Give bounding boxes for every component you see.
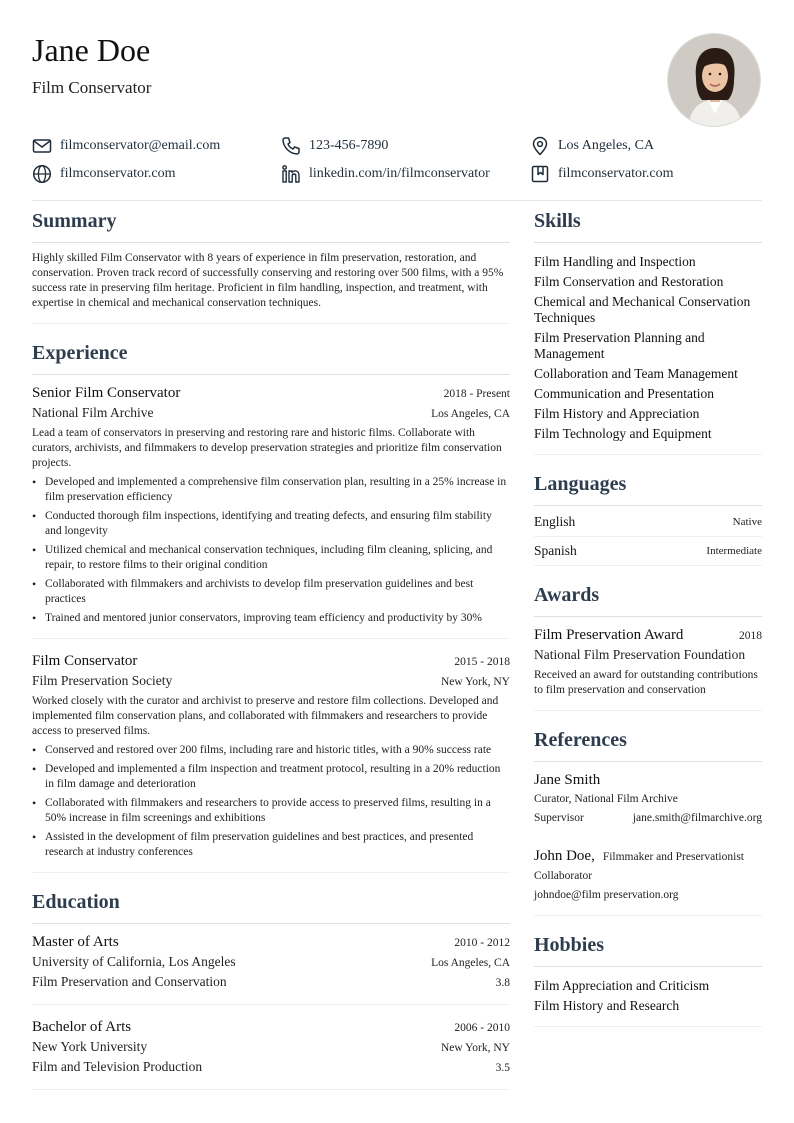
hobby-item: Film History and Research xyxy=(534,998,680,1013)
skill-item: Film Preservation Planning and Management xyxy=(534,330,705,361)
hobbies-heading: Hobbies xyxy=(534,932,762,967)
education-entry xyxy=(32,924,510,1005)
achievement-item: • Conducted thorough film inspections, identifying and treating defects, and ensuring film stability and longevity xyxy=(32,509,510,539)
skills-list xyxy=(534,243,762,455)
contact-location xyxy=(530,136,762,156)
globe-icon xyxy=(32,164,52,184)
languages-section xyxy=(534,471,762,566)
skill-item: Collaboration and Team Management xyxy=(534,366,738,381)
education-heading: Education xyxy=(32,889,510,924)
job-description: Worked closely with the curator and archivist to preserve and restore film collections. Developed and implemented film conservation plans, and collaborated with filmmakers and researchers to provide access to preserved films. xyxy=(32,695,499,737)
reference-position: Filmmaker and Preservationist xyxy=(602,851,744,863)
contact-email[interactable] xyxy=(32,136,281,156)
avatar xyxy=(668,34,761,127)
contact-linkedin[interactable] xyxy=(281,164,530,184)
award-year: 2018 xyxy=(739,630,762,642)
reference-relation: Collaborator xyxy=(534,870,593,882)
bookmark-icon xyxy=(530,164,550,184)
job-employer: Film Preservation Society xyxy=(32,673,173,688)
reference-relation: Supervisor xyxy=(534,812,584,824)
awards-section xyxy=(534,582,762,711)
school-name: New York University xyxy=(32,1039,148,1054)
right-column xyxy=(534,208,762,1043)
skill-item: Chemical and Mechanical Conservation Techniques xyxy=(534,294,751,325)
awards-heading: Awards xyxy=(534,582,762,617)
language-level: Native xyxy=(732,516,762,528)
reference-entry xyxy=(534,762,762,838)
reference-email[interactable]: jane.smith@filmarchive.org xyxy=(632,812,762,824)
job-location: New York, NY xyxy=(440,676,510,688)
summary-text: Highly skilled Film Conservator with 8 years of experience in film preservation, restoration, and conservation. Proven track record of successfully conserving and restoring over 500 films, with a 95% success rate in preserving film heritage. Proficient in film handling, inspection, and treatment, with expertise in chemical and mechanical conservation techniques. xyxy=(32,243,510,324)
location-icon xyxy=(530,136,550,156)
hobby-item: Film Appreciation and Criticism xyxy=(534,978,710,993)
education-dates: 2010 - 2012 xyxy=(454,937,510,949)
skill-item: Film Handling and Inspection xyxy=(534,254,696,269)
contact-portfolio-text: filmconservator.com xyxy=(558,166,674,181)
skill-item: Communication and Presentation xyxy=(534,386,714,401)
languages-heading: Languages xyxy=(534,471,762,506)
degree-title: Master of Arts xyxy=(32,934,119,950)
achievement-item: • Conserved and restored over 200 films, including rare and historic titles, with a 90% success rate xyxy=(32,743,510,758)
reference-email[interactable]: johndoe@film preservation.org xyxy=(534,889,679,901)
field-of-study: Film Preservation and Conservation xyxy=(32,974,227,989)
contact-phone[interactable] xyxy=(281,136,530,156)
field-of-study: Film and Television Production xyxy=(32,1059,203,1074)
profile-photo xyxy=(667,33,761,127)
job-title: Senior Film Conservator xyxy=(32,385,181,401)
left-column xyxy=(32,208,510,1106)
achievement-item: • Developed and implemented a comprehensive film conservation plan, resulting in a 25% increase in film preservation efficiency xyxy=(32,475,510,505)
contact-website[interactable] xyxy=(32,164,281,184)
job-employer: National Film Archive xyxy=(32,405,154,420)
education-section xyxy=(32,889,510,1090)
school-location: New York, NY xyxy=(440,1042,510,1054)
achievement-item: • Utilized chemical and mechanical conservation techniques, including film cleaning, splicing, and repair, to restore films to their original condition xyxy=(32,543,510,573)
degree-title: Bachelor of Arts xyxy=(32,1019,132,1035)
job-achievements xyxy=(32,743,510,860)
award-entry xyxy=(534,617,762,711)
contact-phone-text: 123-456-7890 xyxy=(309,138,389,153)
award-description: Received an award for outstanding contributions to film preservation and conservation xyxy=(534,669,758,696)
gpa: 3.8 xyxy=(495,977,510,989)
skills-heading: Skills xyxy=(534,208,762,243)
reference-position: Curator, National Film Archive xyxy=(534,793,678,805)
reference-name: Jane Smith xyxy=(534,772,601,788)
language-row xyxy=(534,508,762,537)
contact-location-text: Los Angeles, CA xyxy=(558,138,655,153)
phone-icon xyxy=(281,136,301,156)
references-section xyxy=(534,727,762,916)
achievement-item: • Collaborated with filmmakers and archivists to develop film preservation guidelines and best practices xyxy=(32,577,510,607)
reference-name: John Doe, xyxy=(534,848,595,864)
header-divider xyxy=(32,200,762,201)
summary-heading: Summary xyxy=(32,208,510,243)
job-title: Film Conservator xyxy=(32,653,138,669)
job-achievements xyxy=(32,475,510,626)
skills-section xyxy=(534,208,762,455)
language-row xyxy=(534,537,762,566)
reference-entry xyxy=(534,838,762,916)
achievement-item: • Assisted in the development of film preservation guidelines and best practices, and presented research at industry conferences xyxy=(32,830,510,860)
contact-email-text: filmconservator@email.com xyxy=(60,138,221,153)
education-entry xyxy=(32,1005,510,1090)
skill-item: Film History and Appreciation xyxy=(534,406,700,421)
job-dates: 2018 - Present xyxy=(443,388,510,400)
mail-icon xyxy=(32,136,52,156)
summary-section xyxy=(32,208,510,324)
resume-page xyxy=(32,30,762,1074)
hobbies-list xyxy=(534,967,762,1027)
award-organization: National Film Preservation Foundation xyxy=(534,647,746,662)
experience-entry xyxy=(32,639,510,873)
contact-website-text: filmconservator.com xyxy=(60,166,176,181)
hobbies-section xyxy=(534,932,762,1027)
school-location: Los Angeles, CA xyxy=(431,957,510,969)
linkedin-icon xyxy=(281,164,301,184)
contact-grid xyxy=(32,136,762,184)
contact-portfolio[interactable] xyxy=(530,164,762,184)
language-name: Spanish xyxy=(534,543,577,558)
experience-entry xyxy=(32,375,510,639)
skill-item: Film Conservation and Restoration xyxy=(534,274,724,289)
achievement-item: • Trained and mentored junior conservators, improving team efficiency and productivity by 30% xyxy=(32,611,510,626)
job-description: Lead a team of conservators in preserving and restoring rare and historic films. Collaborate with curators, archivists, and filmmakers to develop preservation strategies and prioritize film conservation projects. xyxy=(32,427,502,469)
candidate-title: Film Conservator xyxy=(32,78,152,97)
award-title: Film Preservation Award xyxy=(534,627,684,643)
achievement-item: • Collaborated with filmmakers and researchers to provide access to preserved films, resulting in a 50% increase in film screenings and exhibitions xyxy=(32,796,510,826)
language-level: Intermediate xyxy=(706,545,762,557)
skill-item: Film Technology and Equipment xyxy=(534,426,712,441)
language-name: English xyxy=(534,514,576,529)
school-name: University of California, Los Angeles xyxy=(32,954,236,969)
achievement-item: • Developed and implemented a film inspection and treatment protocol, resulting in a 20% reduction in film damage and deterioration xyxy=(32,762,510,792)
experience-heading: Experience xyxy=(32,340,510,375)
references-heading: References xyxy=(534,727,762,762)
contact-linkedin-text: linkedin.com/in/filmconservator xyxy=(309,166,490,181)
candidate-name: Jane Doe xyxy=(32,32,151,68)
job-dates: 2015 - 2018 xyxy=(454,656,510,668)
job-location: Los Angeles, CA xyxy=(431,408,510,420)
gpa: 3.5 xyxy=(495,1062,510,1074)
experience-section xyxy=(32,340,510,873)
education-dates: 2006 - 2010 xyxy=(454,1022,510,1034)
